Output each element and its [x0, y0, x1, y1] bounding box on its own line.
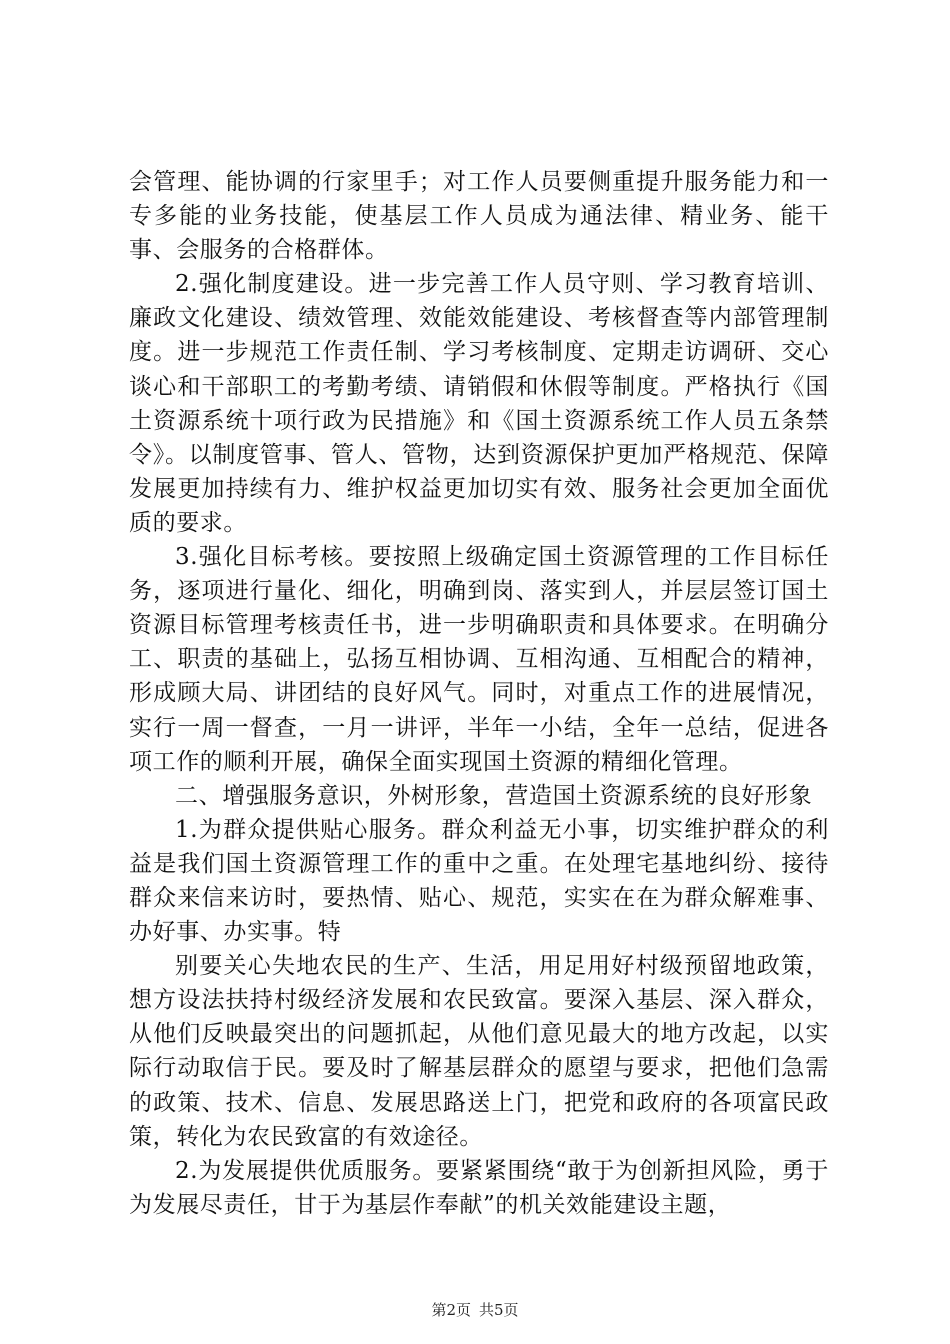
paragraph-landless-farmers: 别要关心失地农民的生产、生活，用足用好村级预留地政策，想方设法扶持村级经济发展和农民致富。要深入基层、深入群众，从他们反映最突出的问题抓起，从他们意见最大的地方改起，以实际行动取信于民。要及时了解基层群众的愿望与要求，把他们急需的政策、技术、信息、发展思路送上门，把党和政府的各项富民政策，转化为农民致富的有效途径。: [129, 953, 829, 1150]
paragraph-service-for-masses: 1.为群众提供贴心服务。群众利益无小事，切实维护群众的利益是我们国土资源管理工作的重中之重。在处理宅基地纠纷、接待群众来信来访时，要热情、贴心、规范，实实在在为群众解难事、办好事、办实事。特: [129, 816, 829, 946]
page-total: 共5页: [479, 1301, 519, 1319]
paragraph-continuation: 会管理、能协调的行家里手；对工作人员要侧重提升服务能力和一专多能的业务技能，使基层工作人员成为通法律、精业务、能干事、会服务的合格群体。: [129, 169, 829, 264]
paragraph-system-building: 2.强化制度建设。进一步完善工作人员守则、学习教育培训、廉政文化建设、绩效管理、效能效能建设、考核督查等内部管理制度。进一步规范工作责任制、学习考核制度、定期走访调研、交心谈心和干部职工的考勤考绩、请销假和休假等制度。严格执行《国土资源系统十项行政为民措施》和《国土资源系统工作人员五条禁令》。以制度管事、管人、管物，达到资源保护更加严格规范、保障发展更加持续有力、维护权益更加切实有效、服务社会更加全面优质的要求。: [129, 271, 829, 536]
section-heading-service-awareness: 二、增强服务意识，外树形象，营造国土资源系统的良好形象: [175, 782, 813, 809]
paragraph-target-assessment: 3.强化目标考核。要按照上级确定国土资源管理的工作目标任务，逐项进行量化、细化，明确到岗、落实到人，并层层签订国土资源目标管理考核责任书，进一步明确职责和具体要求。在明确分工、职责的基础上，弘扬互相协调、互相沟通、互相配合的精神，形成顾大局、讲团结的良好风气。同时，对重点工作的进展情况，实行一周一督查，一月一讲评，半年一小结，全年一总结，促进各项工作的顺利开展，确保全面实现国土资源的精细化管理。: [129, 544, 829, 775]
page-footer: [0, 1300, 950, 1320]
document-body: [129, 165, 829, 1222]
paragraph-service-for-development: 2.为发展提供优质服务。要紧紧围绕“敢于为创新担风险，勇于为发展尽责任，甘于为基层作奉献”的机关效能建设主题，: [129, 1157, 829, 1218]
page-number: 第2页: [431, 1301, 471, 1319]
